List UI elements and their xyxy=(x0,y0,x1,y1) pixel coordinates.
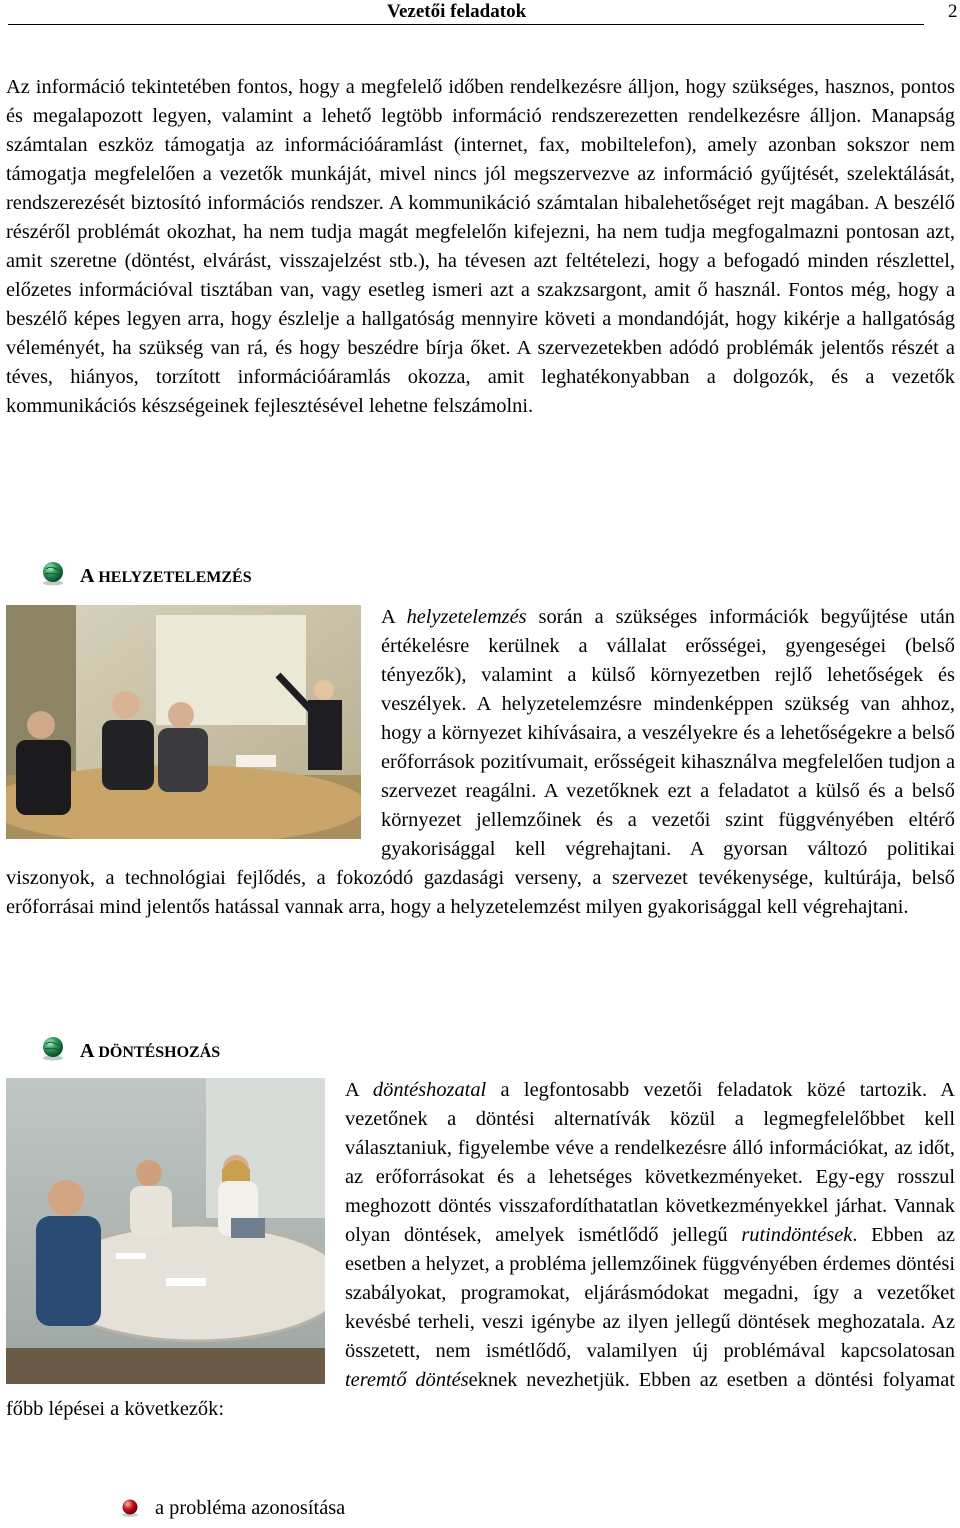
section1-title: A HELYZETELEMZÉS xyxy=(80,565,252,587)
section2-body: A döntéshozatal a legfontosabb vezetői feladatok közé tartozik. A vezetőnek a döntési alternatívák közül a legmegfelelőbbet kell választaniuk, figyelembe véve a rendelkezésre álló információkat, az időt, az erőforrásokat és a lehetséges következményeket. Egy-egy rosszul meghozott döntés visszafordíthatatlan következményekkel járhat. Vannak olyan döntések, amelyek ismétlődő jellegű rutindöntések. Ebben az esetben a helyzet, a probléma jellemzőinek függvényében érdemes döntési szabályokat, programokat, eljárásmódokat megadni, így a vezetőket kevésbé terheli, veszi igénybe az ilyen jellegű döntések meghozatala. Az összetett, nem ismétlődő, valamilyen új problémával kapcsolatosan teremtő döntéseknek nevezhetjük. Ebben az esetben a döntési folyamat főbb lépései a következők: xyxy=(6,1079,955,1420)
header-title: Vezetői feladatok xyxy=(387,1,527,22)
presentation-photo xyxy=(6,605,361,839)
page-header xyxy=(4,0,960,26)
bullet-text: a probléma azonosítása xyxy=(155,1497,346,1519)
intro-paragraph: Az információ tekintetében fontos, hogy a megfelelő időben rendelkezésre álljon, hogy szükséges, hasznos, pontos és megalapozott legyen, valamint a lehető legtöbb információ rendszerezetten rendelkezésre álljon. Manapság számtalan eszköz támogatja az információáramlást (internet, fax, mobiltelefon), amely azonban sokszor nem támogatja megfelelően a vezetők munkáját, mivel nincs jól megszervezve az információ gyűjtését, szelektálását, rendszerezését biztosító információs rendszer. A kommunikáció számtalan hibalehetőséget rejt magában. A beszélő részéről problémát okozhat, ha nem tudja magát megfelelőn kifejezni, ha nem tudja megfogalmazni pontosan azt, amit szeretne (döntést, elvárást, visszajelzést stb.), ha tévesen azt feltételezi, hogy a befogadó minden részlettel, előzetes információval tisztában van, vagy esetleg ismeri azt a szakzsargont, amit ő használ. Fontos még, hogy a beszélő képes legyen arra, hogy észlelje a hallgatóság mennyire követi a mondandóját, hogy kikérje a hallgatóság véleményét, ha szükség van rá, és hogy beszédre bírja őket. A szervezetekben adódó problémák jelentős részét a téves, hiányos, torzított információáramlás okozza, amit leghatékonyabban a dolgozók, és a vezetők kommunikációs készségeinek fejlesztésével lehetne felszámolni. xyxy=(6,76,955,417)
green-globe-icon xyxy=(40,561,66,587)
meeting-photo xyxy=(6,1078,325,1384)
green-globe-icon xyxy=(40,1036,66,1062)
red-bullet-icon xyxy=(120,1498,140,1518)
section1-body: A helyzetelemzés során a szükséges információk begyűjtése után értékelésre kerülnek a vállalat erősségei, gyengeségei (belső tényezők), valamint a külső környezetben rejlő lehetőségek és veszélyek. A helyzetelemzésre mindenképpen szükség van ahhoz, hogy a környezet kihívásaira, a veszélyekre és a lehetőségekre a belső erőforrások pozitívumait, erősségeit kihasználva megfelelően tudjon a szervezet reagálni. A vezetőknek ezt a feladatot a külső és a belső környezet jellemzőinek és a vezetői szint függvényében eltérő gyakorisággal kell végrehajtani. A gyorsan változó politikai viszonyok, a technológiai fejlődés, a fokozódó gazdasági verseny, a szervezet tevékenysége, kultúrája, belső erőforrásai mind jelentős hatással vannak arra, hogy a helyzetelemzést milyen gyakorisággal kell végrehajtani. xyxy=(6,603,955,922)
page-number: 2 xyxy=(948,1,958,22)
section2-title: A DÖNTÉSHOZÁS xyxy=(80,1040,221,1062)
header-rule xyxy=(8,24,924,25)
